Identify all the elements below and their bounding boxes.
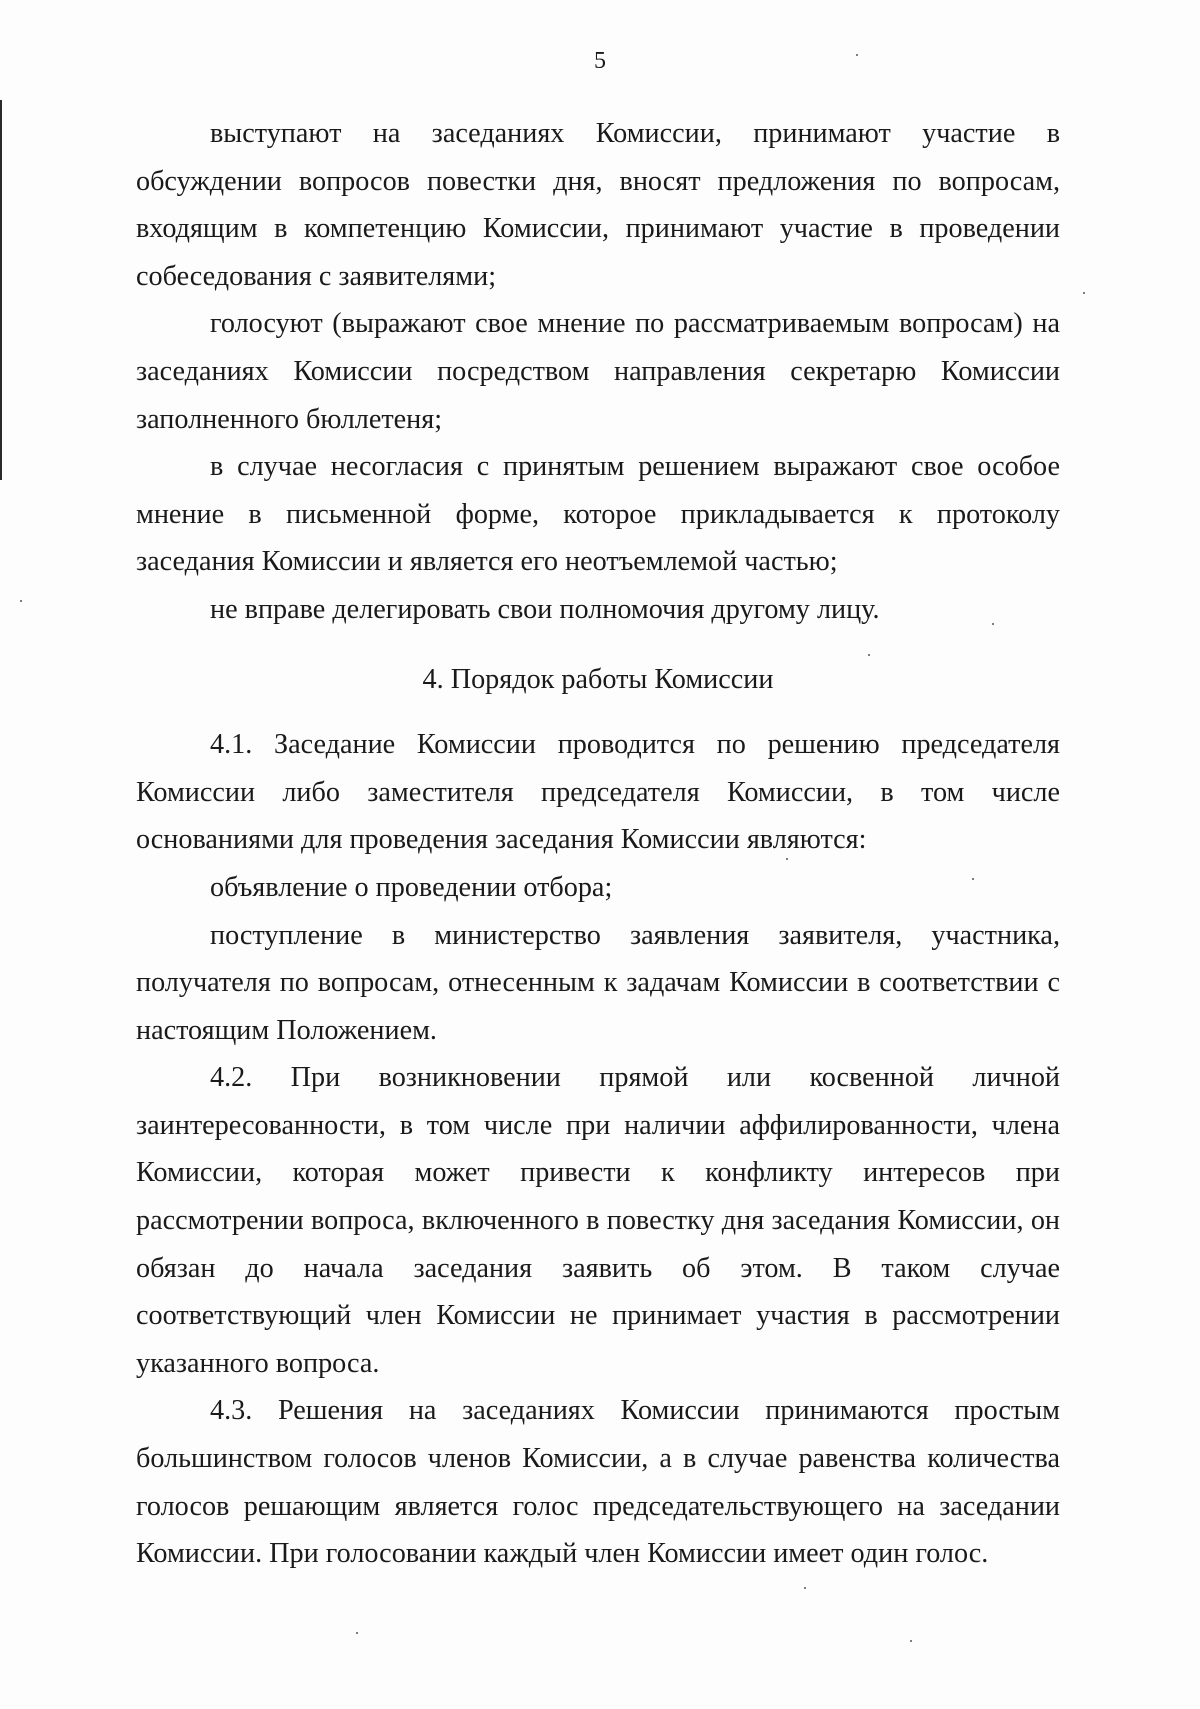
scan-speck <box>20 600 22 602</box>
scan-speck <box>992 623 994 625</box>
scan-speck <box>356 1632 358 1634</box>
paragraph-members-delegation: не вправе делегировать свои полномочия другому лицу. <box>210 593 880 625</box>
scan-speck <box>868 654 870 656</box>
page-number: 5 <box>594 48 606 74</box>
paragraph-4-1: 4.1. Заседание Комиссии проводится по решению председателя Комиссии либо заместителя председателя Комиссии, в том числе основаниями для проведения заседания Комиссии являются: <box>136 729 1060 856</box>
paragraph-members-voting: голосуют (выражают свое мнение по рассматриваемым вопросам) на заседаниях Комиссии посредством направления секретарю Комиссии заполненного бюллетеня; <box>136 308 1060 435</box>
scan-edge-shadow <box>0 100 2 480</box>
scan-speck <box>1083 292 1085 294</box>
paragraph-members-dissent: в случае несогласия с принятым решением выражают свое особое мнение в письменной форме, которое прикладывается к протоколу заседания Комиссии и является его неотъемлемой частью; <box>136 451 1060 578</box>
paragraph-selection-announcement: объявление о проведении отбора; <box>210 871 613 903</box>
paragraph-4-2: 4.2. При возникновении прямой или косвенной личной заинтересованности, в том числе при наличии аффилированности, члена Комиссии, которая может привести к конфликту интересов при рассмотрении вопроса, включенного в повестку дня заседания Комиссии, он обязан до начала заседания заявить об этом. В таком случае соответствующий член Комиссии не принимает участия в рассмотрении указанного вопроса. <box>136 1062 1060 1379</box>
paragraph-application-receipt: поступление в министерство заявления заявителя, участника, получателя по вопросам, отнесенным к задачам Комиссии в соответствии с настоящим Положением. <box>136 919 1060 1046</box>
scan-speck <box>910 1640 912 1642</box>
scan-speck <box>804 1587 806 1589</box>
scan-speck <box>856 54 858 56</box>
scan-speck <box>786 858 788 860</box>
paragraph-members-participation: выступают на заседаниях Комиссии, принимают участие в обсуждении вопросов повестки дня, вносят предложения по вопросам, входящим в компетенцию Комиссии, принимают участие в проведении собеседования с заявителями; <box>136 118 1060 292</box>
paragraph-4-3: 4.3. Решения на заседаниях Комиссии принимаются простым большинством голосов членов Комиссии, а в случае равенства количества голосов решающим является голос председательствующего на заседании Комиссии. При голосовании каждый член Комиссии имеет один голос. <box>136 1395 1060 1570</box>
scan-speck <box>972 878 974 880</box>
section-heading: 4. Порядок работы Комиссии <box>422 663 774 695</box>
document-body <box>136 110 1060 1578</box>
